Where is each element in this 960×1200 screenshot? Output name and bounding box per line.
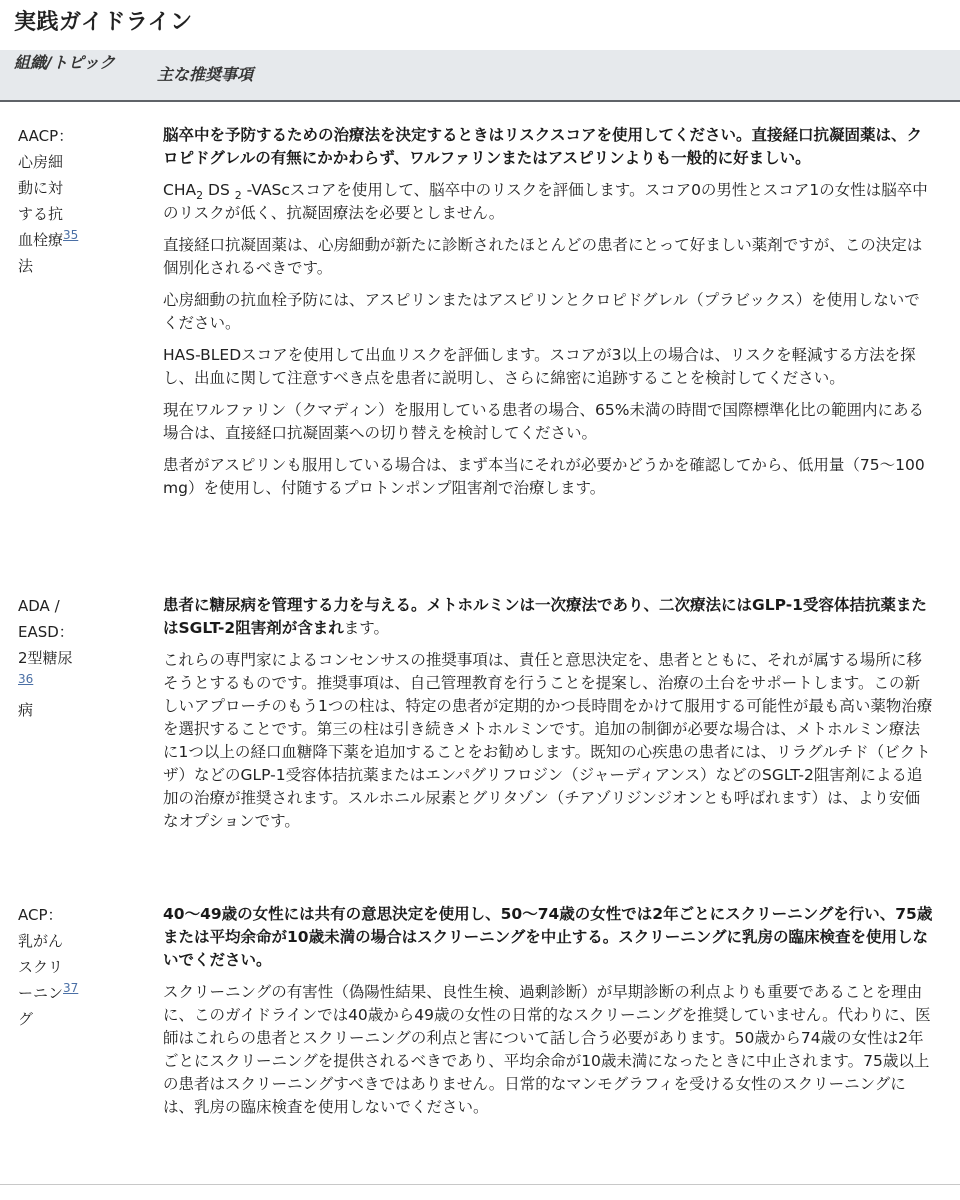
recommendation-detail: HAS-BLEDスコアを使用して出血リスクを評価します。スコアが3以上の場合は、リスクを軽減する方法を探し、出血に関して注意すべき点を患者に説明し、さらに綿密に追跡することを検討してください。 <box>163 346 916 387</box>
reference-link-36[interactable]: 36 <box>18 672 34 686</box>
topic-line: スクリ <box>18 958 64 976</box>
recommendation-detail: $CHA_2$ DS $_2$ -VAScスコアを使用して、脳卒中のリスクを評価します。スコア0の男性とスコア1の女性は脳卒中のリスクが低く、抗凝固療法を必要としません。 <box>163 181 928 222</box>
topic-line: 動に対 <box>18 179 64 197</box>
recommendations-acp <box>163 903 933 1128</box>
recommendation-detail: スクリーニングの有害性（偽陽性結果、良性生検、過剰診断）が早期診断の利点よりも重要であることを理由に、このガイドラインでは40歳から49歳の女性の日常的なスクリーニングを推奨していません。代わりに、医師はこれらの患者とスクリーニングの利点と害について話し合う必要があります。50歳から74歳の女性は2年ごとにスクリーニングを提供されるべきであり、平均余命が10歳未満になったときに中止されます。75歳以上の患者はスクリーニングすべきではありません。日常的なマンモグラフィを受ける女性のスクリーニングには、乳房の臨床検査を使用しないでください。 <box>163 983 931 1116</box>
recommendation-detail: 現在ワルファリン（クマディン）を服用している患者の場合、65%未満の時間で国際標準化比の範囲内にある場合は、直接経口抗凝固薬への切り替えを検討してください。 <box>163 401 924 442</box>
header-organization-topic: 組織/トピック <box>14 53 116 72</box>
recommendation-detail: これらの専門家によるコンセンサスの推奨事項は、責任と意思決定を、患者とともに、それが属する場所に移そうとするものです。推奨事項は、自己管理教育を行うことを提案し、治療の土台をサポートします。この新しいアプローチのもう1つの柱は、特定の患者が定期的かつ長時間をかけて服用する可能性が最も高い薬物治療を選択することです。第三の柱は引き続きメトホルミンです。追加の制御が必要な場合は、メトホルミン療法に1つ以上の経口血糖降下薬を追加することをお勧めします。既知の心疾患の患者には、リラグルチド（ビクトザ）などのGLP-1受容体拮抗薬またはエンパグリフロジン（ジャーディアンス）などのSGLT-2阻害剤による追加の治療が推奨されます。スルホニル尿素とグリタゾン（チアゾリジンジオンとも呼ばれます）は、より安価なオプションです。 <box>163 651 933 830</box>
key-recommendation: 脳卒中を予防するための治療法を決定するときはリスクスコアを使用してください。直接経口抗凝固薬は、クロピドグレルの有無にかかわらず、ワルファリンまたはアスピリンよりも一般的に好ましい。 <box>163 126 923 167</box>
topic-aacp <box>18 123 86 279</box>
topic-line: 血栓療$^{35}$ <box>18 228 79 249</box>
recommendation-detail: 心房細動の抗血栓予防には、アスピリンまたはアスピリンとクロピドグレル（プラビックス）を使用しないでください。 <box>163 291 920 332</box>
recommendation-detail: 患者がアスピリンも服用している場合は、まず本当にそれが必要かどうかを確認してから、低用量（75〜100 mg）を使用し、付随するプロトンポンプ阻害剤で治療します。 <box>163 456 925 497</box>
key-recommendation: 患者に糖尿病を管理する力を与える。メトホルミンは一次療法であり、二次療法にはGLP-1受容体拮抗薬またはSGLT-2阻害剤が含まれます。 <box>163 596 927 637</box>
topic-ada-easd <box>18 593 86 723</box>
topic-line: 2型糖尿$^{36}$ <box>18 649 73 686</box>
key-recommendation: 40〜49歳の女性には共有の意思決定を使用し、50〜74歳の女性では2年ごとにスクリーニングを行い、75歳または平均余命が10歳未満の場合はスクリーニングを中止する。スクリーニングに乳房の臨床検査を使用しないでください。 <box>163 905 933 969</box>
header-key-recommendations: 主な推奨事項 <box>157 65 254 84</box>
topic-line: ACP： <box>18 906 63 924</box>
recommendations-aacp <box>163 124 933 509</box>
topic-line: 病 <box>18 701 34 719</box>
topic-line: グ <box>18 1010 34 1028</box>
recommendations-ada-easd <box>163 594 933 842</box>
topic-line: AACP： <box>18 127 74 145</box>
topic-line: 心房細 <box>18 153 64 171</box>
topic-line: ADA / <box>18 597 60 615</box>
reference-link-37[interactable]: 37 <box>63 981 79 995</box>
recommendation-detail: 直接経口抗凝固薬は、心房細動が新たに診断されたほとんどの患者にとって好ましい薬剤ですが、この決定は個別化されるべきです。 <box>163 236 923 277</box>
topic-line: 乳がん <box>18 932 64 950</box>
topic-line: EASD： <box>18 623 74 641</box>
topic-line: ーニン$^{37}$ <box>18 981 79 1002</box>
topic-line: する抗 <box>18 205 64 223</box>
topic-acp <box>18 902 86 1032</box>
divider <box>0 1184 960 1185</box>
page-title: 実践ガイドライン <box>14 10 193 35</box>
table-header <box>0 50 960 102</box>
topic-line: 法 <box>18 257 34 275</box>
reference-link-35[interactable]: 35 <box>63 228 79 242</box>
